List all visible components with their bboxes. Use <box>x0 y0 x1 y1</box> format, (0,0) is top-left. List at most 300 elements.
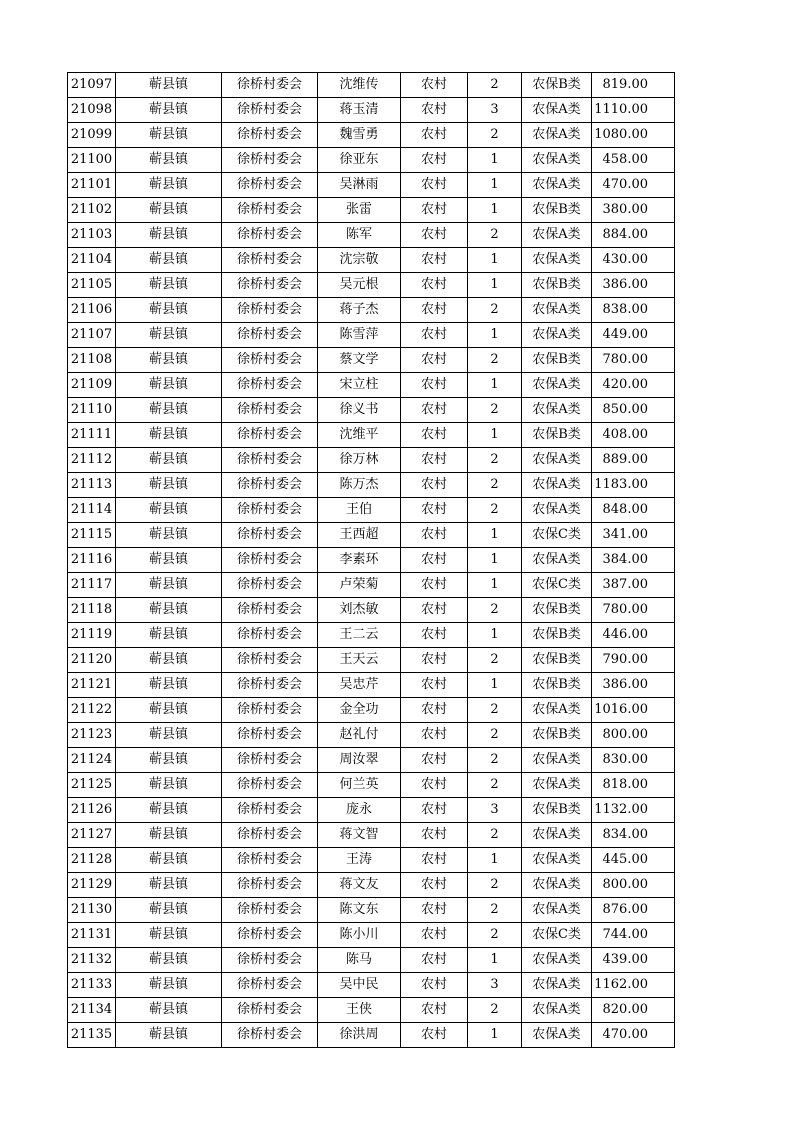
cell-id: 21120 <box>68 648 116 673</box>
cell-category: 农保A类 <box>522 98 592 123</box>
cell-name: 庞永 <box>318 798 401 823</box>
cell-id: 21103 <box>68 223 116 248</box>
cell-amount: 818.00 <box>592 773 675 798</box>
cell-amount: 1080.00 <box>592 123 675 148</box>
table-row <box>68 798 675 823</box>
cell-amount: 386.00 <box>592 273 675 298</box>
cell-amount: 780.00 <box>592 348 675 373</box>
cell-area: 农村 <box>401 273 468 298</box>
cell-committee: 徐桥村委会 <box>222 423 318 448</box>
cell-name: 王侠 <box>318 998 401 1023</box>
cell-amount: 387.00 <box>592 573 675 598</box>
cell-name: 吴元根 <box>318 273 401 298</box>
cell-category: 农保B类 <box>522 273 592 298</box>
cell-town: 蕲县镇 <box>116 848 222 873</box>
cell-id: 21126 <box>68 798 116 823</box>
cell-id: 21130 <box>68 898 116 923</box>
cell-amount: 470.00 <box>592 173 675 198</box>
cell-category: 农保B类 <box>522 198 592 223</box>
cell-area: 农村 <box>401 848 468 873</box>
cell-category: 农保A类 <box>522 898 592 923</box>
cell-area: 农村 <box>401 423 468 448</box>
cell-town: 蕲县镇 <box>116 698 222 723</box>
cell-town: 蕲县镇 <box>116 823 222 848</box>
cell-count: 1 <box>468 173 522 198</box>
cell-category: 农保B类 <box>522 798 592 823</box>
cell-amount: 439.00 <box>592 948 675 973</box>
cell-category: 农保B类 <box>522 598 592 623</box>
cell-name: 周汝翠 <box>318 748 401 773</box>
cell-amount: 830.00 <box>592 748 675 773</box>
cell-area: 农村 <box>401 223 468 248</box>
table-row <box>68 223 675 248</box>
cell-count: 2 <box>468 448 522 473</box>
cell-id: 21115 <box>68 523 116 548</box>
cell-count: 2 <box>468 398 522 423</box>
cell-id: 21125 <box>68 773 116 798</box>
table-row <box>68 423 675 448</box>
cell-id: 21132 <box>68 948 116 973</box>
cell-count: 2 <box>468 123 522 148</box>
cell-count: 3 <box>468 98 522 123</box>
cell-committee: 徐桥村委会 <box>222 523 318 548</box>
cell-amount: 820.00 <box>592 998 675 1023</box>
cell-id: 21098 <box>68 98 116 123</box>
cell-name: 陈军 <box>318 223 401 248</box>
cell-area: 农村 <box>401 573 468 598</box>
cell-name: 张雷 <box>318 198 401 223</box>
cell-id: 21116 <box>68 548 116 573</box>
cell-id: 21119 <box>68 623 116 648</box>
table-row <box>68 173 675 198</box>
cell-name: 蒋文友 <box>318 873 401 898</box>
cell-area: 农村 <box>401 698 468 723</box>
table-row <box>68 548 675 573</box>
cell-area: 农村 <box>401 498 468 523</box>
cell-committee: 徐桥村委会 <box>222 673 318 698</box>
cell-name: 陈小川 <box>318 923 401 948</box>
cell-area: 农村 <box>401 773 468 798</box>
cell-area: 农村 <box>401 923 468 948</box>
cell-count: 1 <box>468 373 522 398</box>
cell-committee: 徐桥村委会 <box>222 798 318 823</box>
table-row <box>68 198 675 223</box>
cell-town: 蕲县镇 <box>116 148 222 173</box>
cell-area: 农村 <box>401 1023 468 1048</box>
table-row <box>68 98 675 123</box>
cell-committee: 徐桥村委会 <box>222 573 318 598</box>
cell-category: 农保A类 <box>522 498 592 523</box>
cell-count: 1 <box>468 848 522 873</box>
cell-name: 吴中民 <box>318 973 401 998</box>
cell-area: 农村 <box>401 973 468 998</box>
cell-id: 21102 <box>68 198 116 223</box>
cell-committee: 徐桥村委会 <box>222 773 318 798</box>
cell-town: 蕲县镇 <box>116 98 222 123</box>
cell-name: 魏雪勇 <box>318 123 401 148</box>
cell-committee: 徐桥村委会 <box>222 698 318 723</box>
cell-id: 21134 <box>68 998 116 1023</box>
cell-area: 农村 <box>401 798 468 823</box>
cell-amount: 384.00 <box>592 548 675 573</box>
cell-town: 蕲县镇 <box>116 773 222 798</box>
cell-amount: 800.00 <box>592 723 675 748</box>
cell-committee: 徐桥村委会 <box>222 473 318 498</box>
cell-amount: 790.00 <box>592 648 675 673</box>
cell-town: 蕲县镇 <box>116 448 222 473</box>
cell-category: 农保A类 <box>522 148 592 173</box>
cell-category: 农保B类 <box>522 723 592 748</box>
table-row <box>68 748 675 773</box>
cell-id: 21113 <box>68 473 116 498</box>
cell-id: 21111 <box>68 423 116 448</box>
cell-category: 农保A类 <box>522 823 592 848</box>
cell-category: 农保C类 <box>522 573 592 598</box>
cell-town: 蕲县镇 <box>116 173 222 198</box>
cell-id: 21105 <box>68 273 116 298</box>
cell-town: 蕲县镇 <box>116 348 222 373</box>
cell-category: 农保A类 <box>522 848 592 873</box>
cell-amount: 889.00 <box>592 448 675 473</box>
cell-category: 农保A类 <box>522 473 592 498</box>
cell-area: 农村 <box>401 823 468 848</box>
cell-town: 蕲县镇 <box>116 223 222 248</box>
table-row <box>68 498 675 523</box>
cell-count: 2 <box>468 998 522 1023</box>
cell-committee: 徐桥村委会 <box>222 848 318 873</box>
cell-id: 21101 <box>68 173 116 198</box>
cell-area: 农村 <box>401 598 468 623</box>
cell-committee: 徐桥村委会 <box>222 548 318 573</box>
cell-town: 蕲县镇 <box>116 748 222 773</box>
table-row <box>68 398 675 423</box>
cell-town: 蕲县镇 <box>116 398 222 423</box>
cell-id: 21108 <box>68 348 116 373</box>
table-row <box>68 623 675 648</box>
cell-id: 21107 <box>68 323 116 348</box>
cell-category: 农保B类 <box>522 648 592 673</box>
cell-name: 李素环 <box>318 548 401 573</box>
cell-committee: 徐桥村委会 <box>222 248 318 273</box>
cell-amount: 430.00 <box>592 248 675 273</box>
cell-id: 21117 <box>68 573 116 598</box>
cell-count: 1 <box>468 1023 522 1048</box>
cell-amount: 800.00 <box>592 873 675 898</box>
cell-committee: 徐桥村委会 <box>222 298 318 323</box>
table-row <box>68 873 675 898</box>
cell-id: 21109 <box>68 373 116 398</box>
cell-name: 陈雪萍 <box>318 323 401 348</box>
table-row <box>68 573 675 598</box>
cell-category: 农保A类 <box>522 123 592 148</box>
cell-committee: 徐桥村委会 <box>222 173 318 198</box>
cell-count: 3 <box>468 973 522 998</box>
cell-id: 21131 <box>68 923 116 948</box>
cell-committee: 徐桥村委会 <box>222 73 318 98</box>
cell-id: 21124 <box>68 748 116 773</box>
cell-town: 蕲县镇 <box>116 373 222 398</box>
cell-name: 王天云 <box>318 648 401 673</box>
cell-count: 2 <box>468 923 522 948</box>
cell-category: 农保B类 <box>522 348 592 373</box>
cell-committee: 徐桥村委会 <box>222 823 318 848</box>
cell-count: 2 <box>468 598 522 623</box>
table-row <box>68 648 675 673</box>
cell-name: 陈万杰 <box>318 473 401 498</box>
cell-category: 农保A类 <box>522 973 592 998</box>
cell-category: 农保A类 <box>522 548 592 573</box>
cell-amount: 420.00 <box>592 373 675 398</box>
cell-amount: 446.00 <box>592 623 675 648</box>
cell-area: 农村 <box>401 248 468 273</box>
cell-committee: 徐桥村委会 <box>222 98 318 123</box>
cell-category: 农保A类 <box>522 173 592 198</box>
cell-name: 蒋子杰 <box>318 298 401 323</box>
cell-town: 蕲县镇 <box>116 1023 222 1048</box>
table-row <box>68 673 675 698</box>
cell-id: 21128 <box>68 848 116 873</box>
cell-count: 1 <box>468 148 522 173</box>
cell-count: 1 <box>468 248 522 273</box>
table-row <box>68 73 675 98</box>
cell-area: 农村 <box>401 448 468 473</box>
cell-count: 2 <box>468 348 522 373</box>
cell-amount: 1183.00 <box>592 473 675 498</box>
cell-category: 农保C类 <box>522 523 592 548</box>
cell-town: 蕲县镇 <box>116 248 222 273</box>
cell-name: 沈维传 <box>318 73 401 98</box>
cell-town: 蕲县镇 <box>116 873 222 898</box>
cell-count: 1 <box>468 273 522 298</box>
cell-name: 陈文东 <box>318 898 401 923</box>
cell-id: 21100 <box>68 148 116 173</box>
cell-count: 2 <box>468 698 522 723</box>
cell-committee: 徐桥村委会 <box>222 623 318 648</box>
cell-town: 蕲县镇 <box>116 298 222 323</box>
cell-count: 1 <box>468 673 522 698</box>
cell-category: 农保A类 <box>522 323 592 348</box>
cell-area: 农村 <box>401 323 468 348</box>
cell-name: 徐洪周 <box>318 1023 401 1048</box>
cell-town: 蕲县镇 <box>116 123 222 148</box>
cell-category: 农保A类 <box>522 698 592 723</box>
cell-category: 农保A类 <box>522 1023 592 1048</box>
table-row <box>68 448 675 473</box>
cell-committee: 徐桥村委会 <box>222 598 318 623</box>
cell-count: 1 <box>468 198 522 223</box>
cell-committee: 徐桥村委会 <box>222 198 318 223</box>
cell-id: 21135 <box>68 1023 116 1048</box>
cell-id: 21121 <box>68 673 116 698</box>
cell-amount: 1132.00 <box>592 798 675 823</box>
table-row <box>68 273 675 298</box>
cell-amount: 445.00 <box>592 848 675 873</box>
cell-name: 王西超 <box>318 523 401 548</box>
cell-name: 陈马 <box>318 948 401 973</box>
cell-count: 2 <box>468 298 522 323</box>
table-row <box>68 148 675 173</box>
cell-town: 蕲县镇 <box>116 923 222 948</box>
cell-category: 农保B类 <box>522 423 592 448</box>
table-row <box>68 123 675 148</box>
cell-name: 宋立柱 <box>318 373 401 398</box>
table-row <box>68 998 675 1023</box>
cell-count: 2 <box>468 748 522 773</box>
cell-area: 农村 <box>401 348 468 373</box>
cell-town: 蕲县镇 <box>116 548 222 573</box>
table-row <box>68 723 675 748</box>
cell-committee: 徐桥村委会 <box>222 973 318 998</box>
cell-name: 蒋玉清 <box>318 98 401 123</box>
cell-count: 2 <box>468 498 522 523</box>
cell-committee: 徐桥村委会 <box>222 648 318 673</box>
cell-name: 吴淋雨 <box>318 173 401 198</box>
cell-area: 农村 <box>401 373 468 398</box>
table-row <box>68 1023 675 1048</box>
cell-committee: 徐桥村委会 <box>222 123 318 148</box>
cell-count: 2 <box>468 723 522 748</box>
table-row <box>68 923 675 948</box>
cell-town: 蕲县镇 <box>116 623 222 648</box>
cell-town: 蕲县镇 <box>116 498 222 523</box>
cell-town: 蕲县镇 <box>116 898 222 923</box>
cell-category: 农保B类 <box>522 623 592 648</box>
cell-town: 蕲县镇 <box>116 523 222 548</box>
cell-count: 1 <box>468 623 522 648</box>
cell-area: 农村 <box>401 898 468 923</box>
cell-committee: 徐桥村委会 <box>222 1023 318 1048</box>
cell-town: 蕲县镇 <box>116 323 222 348</box>
cell-name: 刘杰敏 <box>318 598 401 623</box>
cell-committee: 徐桥村委会 <box>222 748 318 773</box>
cell-committee: 徐桥村委会 <box>222 373 318 398</box>
cell-category: 农保A类 <box>522 448 592 473</box>
cell-area: 农村 <box>401 673 468 698</box>
cell-committee: 徐桥村委会 <box>222 348 318 373</box>
cell-amount: 408.00 <box>592 423 675 448</box>
cell-category: 农保A类 <box>522 948 592 973</box>
cell-count: 1 <box>468 948 522 973</box>
cell-category: 农保A类 <box>522 873 592 898</box>
cell-category: 农保A类 <box>522 298 592 323</box>
cell-id: 21110 <box>68 398 116 423</box>
cell-name: 卢荣菊 <box>318 573 401 598</box>
cell-committee: 徐桥村委会 <box>222 323 318 348</box>
cell-amount: 838.00 <box>592 298 675 323</box>
cell-committee: 徐桥村委会 <box>222 723 318 748</box>
cell-area: 农村 <box>401 73 468 98</box>
cell-town: 蕲县镇 <box>116 273 222 298</box>
cell-amount: 380.00 <box>592 198 675 223</box>
cell-town: 蕲县镇 <box>116 423 222 448</box>
table-body <box>68 73 675 1048</box>
cell-id: 21112 <box>68 448 116 473</box>
cell-count: 2 <box>468 223 522 248</box>
cell-town: 蕲县镇 <box>116 598 222 623</box>
cell-amount: 458.00 <box>592 148 675 173</box>
cell-count: 2 <box>468 648 522 673</box>
cell-category: 农保C类 <box>522 923 592 948</box>
table-row <box>68 298 675 323</box>
cell-id: 21118 <box>68 598 116 623</box>
cell-count: 2 <box>468 73 522 98</box>
cell-count: 2 <box>468 823 522 848</box>
cell-name: 王涛 <box>318 848 401 873</box>
cell-category: 农保A类 <box>522 748 592 773</box>
cell-count: 1 <box>468 548 522 573</box>
cell-amount: 341.00 <box>592 523 675 548</box>
cell-committee: 徐桥村委会 <box>222 948 318 973</box>
cell-count: 1 <box>468 573 522 598</box>
table-row <box>68 248 675 273</box>
cell-id: 21122 <box>68 698 116 723</box>
cell-amount: 780.00 <box>592 598 675 623</box>
cell-amount: 449.00 <box>592 323 675 348</box>
cell-committee: 徐桥村委会 <box>222 148 318 173</box>
cell-name: 王二云 <box>318 623 401 648</box>
cell-count: 1 <box>468 423 522 448</box>
table-row <box>68 473 675 498</box>
cell-category: 农保A类 <box>522 773 592 798</box>
cell-area: 农村 <box>401 398 468 423</box>
cell-name: 徐义书 <box>318 398 401 423</box>
cell-category: 农保B类 <box>522 673 592 698</box>
cell-committee: 徐桥村委会 <box>222 398 318 423</box>
cell-town: 蕲县镇 <box>116 673 222 698</box>
cell-area: 农村 <box>401 123 468 148</box>
cell-id: 21097 <box>68 73 116 98</box>
cell-town: 蕲县镇 <box>116 998 222 1023</box>
cell-amount: 470.00 <box>592 1023 675 1048</box>
cell-name: 吴忠芹 <box>318 673 401 698</box>
cell-name: 王伯 <box>318 498 401 523</box>
cell-committee: 徐桥村委会 <box>222 223 318 248</box>
cell-committee: 徐桥村委会 <box>222 923 318 948</box>
cell-amount: 1016.00 <box>592 698 675 723</box>
cell-category: 农保A类 <box>522 998 592 1023</box>
cell-area: 农村 <box>401 523 468 548</box>
data-table <box>67 72 675 1048</box>
cell-name: 徐亚东 <box>318 148 401 173</box>
table-row <box>68 323 675 348</box>
cell-area: 农村 <box>401 148 468 173</box>
cell-category: 农保A类 <box>522 373 592 398</box>
cell-area: 农村 <box>401 948 468 973</box>
table-row <box>68 823 675 848</box>
table-row <box>68 773 675 798</box>
cell-area: 农村 <box>401 298 468 323</box>
table-row <box>68 698 675 723</box>
cell-town: 蕲县镇 <box>116 573 222 598</box>
cell-id: 21129 <box>68 873 116 898</box>
cell-count: 1 <box>468 523 522 548</box>
cell-amount: 850.00 <box>592 398 675 423</box>
cell-amount: 1162.00 <box>592 973 675 998</box>
cell-count: 2 <box>468 473 522 498</box>
cell-id: 21099 <box>68 123 116 148</box>
table-row <box>68 848 675 873</box>
cell-name: 蔡文学 <box>318 348 401 373</box>
cell-count: 1 <box>468 323 522 348</box>
cell-area: 农村 <box>401 873 468 898</box>
cell-committee: 徐桥村委会 <box>222 873 318 898</box>
cell-name: 蒋文智 <box>318 823 401 848</box>
cell-name: 徐万林 <box>318 448 401 473</box>
cell-id: 21127 <box>68 823 116 848</box>
cell-amount: 386.00 <box>592 673 675 698</box>
cell-amount: 1110.00 <box>592 98 675 123</box>
cell-name: 沈宗敬 <box>318 248 401 273</box>
